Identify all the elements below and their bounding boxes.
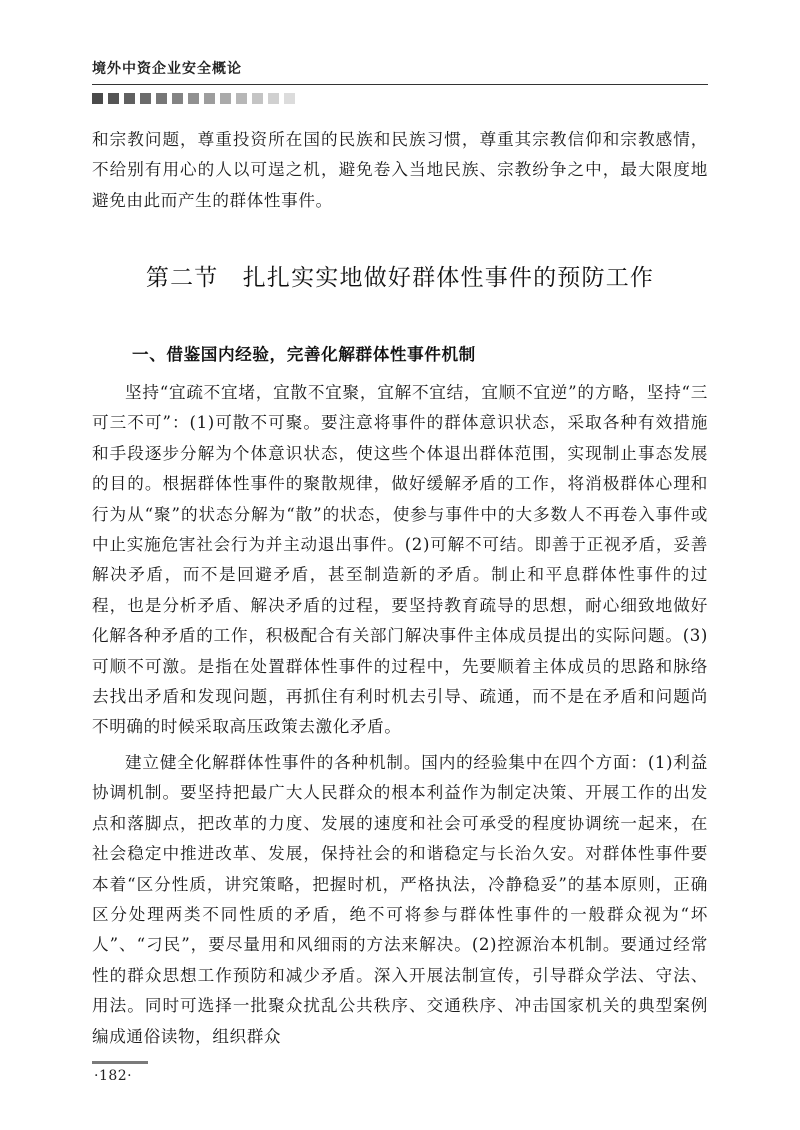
subsection-title: 一、借鉴国内经验，完善化解群体性事件机制 xyxy=(132,345,476,364)
section-title: 第二节 扎扎实实地做好群体性事件的预防工作 xyxy=(145,265,655,291)
running-head-title: 境外中资企业安全概论 xyxy=(92,61,242,77)
page-number: ·182· xyxy=(94,1068,133,1084)
header-decorative-square xyxy=(204,93,215,104)
header-decorative-square xyxy=(156,93,167,104)
header-decorative-square xyxy=(108,93,119,104)
header-decorative-squares xyxy=(92,93,300,104)
header-decorative-square xyxy=(284,93,295,104)
header-decorative-square xyxy=(188,93,199,104)
paragraph-mechanisms: 建立健全化解群体性事件的各种机制。国内的经验集中在四个方面：(1)利益协调机制。要坚持把最广大人民群众的根本利益作为制定决策、开展工作的出发点和落脚点，把改革的力度、发展的速度和社会可承受的程度协调统一起来，在社会稳定中推进改革、发展，保持社会的和谐稳定与长治久安。对群体性事件要本着“区分性质，讲究策略，把握时机，严格执法，冷静稳妥”的基本原则，正确区分处理两类不同性质的矛盾，绝不可将参与群体性事件的一般群众视为“坏人”、“刁民”，要尽量用和风细雨的方法来解决。(2)控源治本机制。要通过经常性的群众思想工作预防和减少矛盾。深入开展法制宣传，引导群众学法、守法、用法。同时可选择一批聚众扰乱公共秩序、交通秩序、冲击国家机关的典型案例编成通俗读物，组织群众 xyxy=(92,753,708,1046)
footer-rule xyxy=(92,1061,148,1064)
header-decorative-square xyxy=(220,93,231,104)
header-decorative-square xyxy=(124,93,135,104)
header-decorative-square xyxy=(92,93,103,104)
header-decorative-square xyxy=(140,93,151,104)
paragraph-three-cans: 坚持“宜疏不宜堵，宜散不宜聚，宜解不宜结，宜顺不宜逆”的方略，坚持“三可三不可”：(1)可散不可聚。要注意将事件的群体意识状态，采取各种有效措施和手段逐步分解为个体意识状态，使这些个体退出群体范围，实现制止事态发展的目的。根据群体性事件的聚散规律，做好缓解矛盾的工作，将消极群体心理和行为从“聚”的状态分解为“散”的状态，使参与事件中的大多数人不再卷入事件或中止实施危害社会行为并主动退出事件。(2)可解不可结。即善于正视矛盾，妥善解决矛盾，而不是回避矛盾，甚至制造新的矛盾。制止和平息群体性事件的过程，也是分析矛盾、解决矛盾的过程，要坚持教育疏导的思想，耐心细致地做好化解各种矛盾的工作，积极配合有关部门解决事件主体成员提出的实际问题。(3)可顺不可激。是指在处置群体性事件的过程中，先要顺着主体成员的思路和脉络去找出矛盾和发现问题，再抓住有利时机去引导、疏通，而不是在矛盾和问题尚不明确的时候采取高压政策去激化矛盾。 xyxy=(92,383,708,737)
header-decorative-square xyxy=(236,93,247,104)
header-decorative-square xyxy=(268,93,279,104)
header-decorative-square xyxy=(172,93,183,104)
header-rule xyxy=(92,84,708,85)
header-decorative-square xyxy=(252,93,263,104)
intro-paragraph: 和宗教问题，尊重投资所在国的民族和民族习惯，尊重其宗教信仰和宗教感情，不给别有用心的人以可逞之机，避免卷入当地民族、宗教纷争之中，最大限度地避免由此而产生的群体性事件。 xyxy=(92,130,708,210)
